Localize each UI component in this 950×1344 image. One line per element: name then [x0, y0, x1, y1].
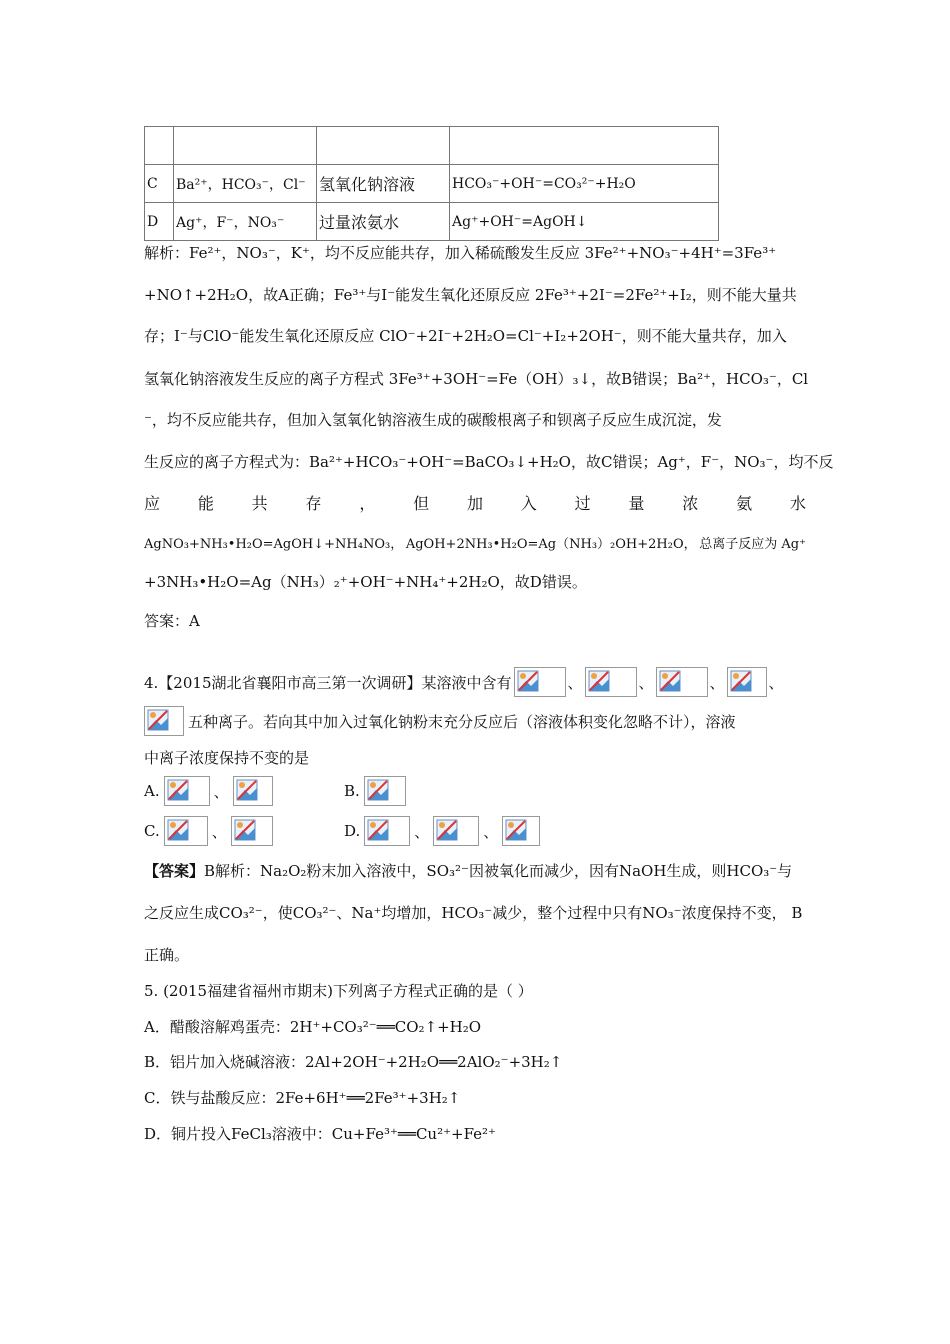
answer-text: 答案：A [144, 612, 200, 630]
broken-image-icon [585, 667, 637, 697]
broken-image-icon [231, 816, 273, 846]
separator: 、 [709, 673, 725, 692]
separator: 、 [211, 822, 227, 841]
answer-tag: 【答案】 [144, 862, 205, 880]
option-c[interactable] [144, 816, 273, 846]
q4-answer-line: 正确。 [144, 946, 190, 964]
option-label: D. [344, 822, 361, 840]
analysis-line-justified [144, 491, 806, 514]
analysis-line: 解析：Fe²⁺，NO₃⁻，K⁺，均不反应能共存，加入稀硫酸发生反应 3Fe²⁺+NO₃⁻+4H⁺=3Fe³⁺ [144, 244, 777, 262]
table-row [145, 165, 719, 203]
table-row [145, 203, 719, 241]
q4-line2 [144, 706, 736, 736]
broken-image-icon [233, 776, 273, 806]
option-label: C. [144, 822, 160, 840]
table-cell [317, 127, 450, 165]
word: 浓 [682, 494, 699, 513]
separator: 、 [638, 673, 654, 692]
word: 应 [144, 494, 161, 513]
table-cell: Ag⁺+OH⁻=AgOH↓ [450, 203, 719, 241]
broken-image-icon [433, 816, 479, 846]
analysis-line: +3NH₃•H₂O=Ag（NH₃）₂⁺+OH⁻+NH₄⁺+2H₂O，故D错误。 [144, 573, 587, 591]
word: 共 [251, 494, 268, 513]
word: 过 [574, 494, 591, 513]
table-cell: 过量浓氨水 [317, 203, 450, 241]
option-label: A. [144, 782, 160, 800]
table-cell: 氢氧化钠溶液 [317, 165, 450, 203]
ion-table [144, 126, 719, 241]
option-b[interactable] [344, 776, 406, 806]
analysis-line: 生反应的离子方程式为：Ba²⁺+HCO₃⁻+OH⁻=BaCO₃↓+H₂O，故C错误；Ag⁺，F⁻，NO₃⁻，均不反 [144, 453, 834, 471]
q4-stem [144, 667, 784, 697]
q4-answer-line: 之反应生成CO₃²⁻，使CO₃²⁻、Na⁺均增加，HCO₃⁻减少，整个过程中只有NO₃⁻浓度保持不变， B [144, 904, 803, 922]
table-cell: C [145, 165, 174, 203]
equation: AgOH+2NH₃•H₂O=Ag（NH₃）₂OH+2H₂O， [405, 537, 697, 552]
separator: 、 [414, 822, 430, 841]
q5-option-a[interactable]: A．醋酸溶解鸡蛋壳：2H⁺+CO₃²⁻══CO₂↑+H₂O [144, 1018, 482, 1036]
answer-text: B解析：Na₂O₂粉末加入溶液中，SO₃²⁻因被氧化而减少，因有NaOH生成，则HCO₃⁻与 [204, 862, 793, 880]
q4-text: 五种离子。若向其中加入过氧化钠粉末充分反应后（溶液体积变化忽略不计），溶液 [188, 712, 736, 731]
broken-image-icon [144, 706, 184, 736]
separator: 、 [768, 673, 784, 692]
word: 存 [305, 494, 322, 513]
broken-image-icon [727, 667, 767, 697]
q5-stem: 5. (2015福建省福州市期末)下列离子方程式正确的是（ ） [144, 982, 533, 1000]
broken-image-icon [502, 816, 540, 846]
broken-image-icon [364, 776, 406, 806]
q5-option-d[interactable]: D．铜片投入FeCl₃溶液中：Cu+Fe³⁺══Cu²⁺+Fe²⁺ [144, 1125, 496, 1143]
word: 能 [197, 494, 214, 513]
broken-image-icon [656, 667, 708, 697]
table-cell: Ag⁺，F⁻，NO₃⁻ [174, 203, 317, 241]
analysis-line-justified [144, 533, 806, 552]
option-a[interactable] [144, 776, 273, 806]
q4-line3: 中离子浓度保持不变的是 [144, 749, 310, 767]
word: 水 [789, 494, 806, 513]
word: 氨 [736, 494, 753, 513]
word: 加 [466, 494, 483, 513]
q5-option-c[interactable]: C．铁与盐酸反应：2Fe+6H⁺══2Fe³⁺+3H₂↑ [144, 1089, 461, 1107]
table-cell: D [145, 203, 174, 241]
q4-prefix: 4.【2015湖北省襄阳市高三第一次调研】某溶液中含有 [144, 673, 512, 692]
word: ， [359, 494, 376, 513]
broken-image-icon [364, 816, 410, 846]
separator: 、 [567, 673, 583, 692]
analysis-line: ⁻，均不反应能共存，但加入氢氧化钠溶液生成的碳酸根离子和钡离子反应生成沉淀，发 [144, 411, 722, 429]
separator: 、 [483, 822, 499, 841]
table-cell [174, 127, 317, 165]
word: 入 [520, 494, 537, 513]
table-cell: HCO₃⁻+OH⁻=CO₃²⁻+H₂O [450, 165, 719, 203]
q4-answer-line [144, 860, 792, 881]
broken-image-icon [164, 776, 210, 806]
broken-image-icon [164, 816, 208, 846]
table-row [145, 127, 719, 165]
q5-option-b[interactable]: B．铝片加入烧碱溶液：2Al+2OH⁻+2H₂O══2AlO₂⁻+3H₂↑ [144, 1053, 563, 1071]
table-cell [145, 127, 174, 165]
option-d[interactable] [344, 816, 540, 846]
analysis-line: 存；I⁻与ClO⁻能发生氧化还原反应 ClO⁻+2I⁻+2H₂O=Cl⁻+I₂+2OH⁻，则不能大量共存，加入 [144, 327, 787, 345]
broken-image-icon [514, 667, 566, 697]
option-label: B. [344, 782, 360, 800]
table-cell [450, 127, 719, 165]
equation: AgNO₃+NH₃•H₂O=AgOH↓+NH₄NO₃， [144, 537, 404, 552]
analysis-line: +NO↑+2H₂O，故A正确；Fe³⁺与I⁻能发生氧化还原反应 2Fe³⁺+2I⁻=2Fe²⁺+I₂，则不能大量共 [144, 286, 797, 304]
word: 但 [413, 494, 430, 513]
equation: 总离子反应为 Ag⁺ [699, 537, 806, 552]
word: 量 [628, 494, 645, 513]
separator: 、 [213, 782, 229, 801]
analysis-line: 氢氧化钠溶液发生反应的离子方程式 3Fe³⁺+3OH⁻=Fe（OH）₃↓，故B错误；Ba²⁺，HCO₃⁻，Cl [144, 370, 809, 388]
table-cell: Ba²⁺，HCO₃⁻，Cl⁻ [174, 165, 317, 203]
